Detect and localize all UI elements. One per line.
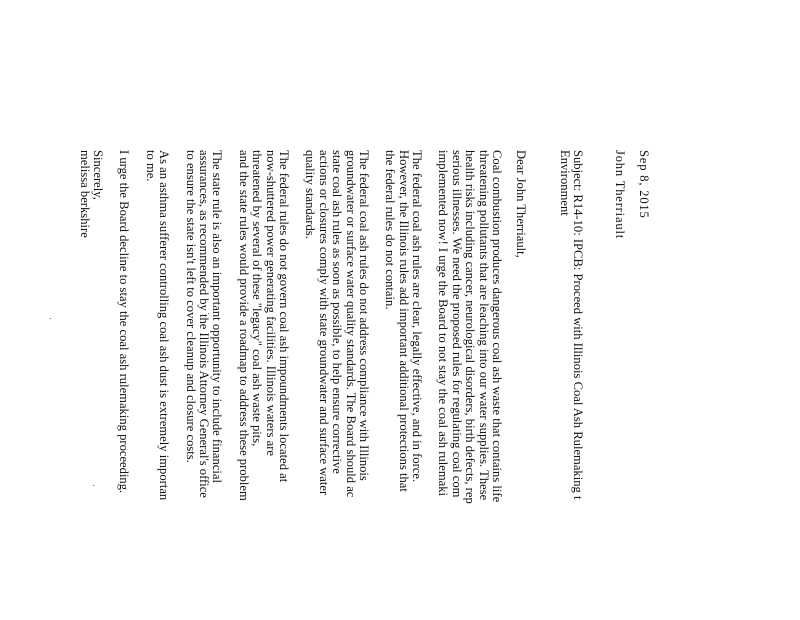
paragraph-line: actions or closures comply with state groundwater and surface water — [316, 150, 331, 496]
paragraph-line: The state rule is also an important opportunity to include financial — [210, 150, 225, 483]
paragraph-line: to ensure the state isn't left to cover cleanup and closure costs. — [183, 150, 198, 463]
paragraph — [436, 150, 503, 620]
paragraph — [383, 150, 423, 620]
paragraph-line: assurances, as recommended by the Illinois Attorney General's office — [197, 150, 212, 498]
paragraph-line: health risks including cancer, neurological disorders, birth defects, rep — [463, 150, 478, 504]
paragraph — [183, 150, 223, 620]
paragraph-line: and the state rules would provide a roadmap to address these problem — [236, 150, 251, 501]
paragraph — [143, 150, 170, 620]
paragraph-line: As an asthma sufferer controlling coal ash dust is extremely importan — [157, 150, 172, 501]
paragraph-line: state coal ash rules as soon as possible, to help ensure corrective — [330, 150, 345, 474]
recipient-name: John Therriault — [612, 150, 627, 240]
subject-line: Subject: R14-10: IPCB: Proceed with Illinois Coal Ash Rulemaking t — [571, 150, 586, 500]
paragraph — [117, 150, 130, 620]
subject-line: Environment — [557, 150, 572, 216]
paragraph-line: implemented now! I urge the Board to not stay the coal ash rulemaki — [436, 150, 451, 497]
paragraph — [303, 150, 370, 620]
paragraph-line: The federal coal ash rules are clear, legally effective, and in force. — [410, 150, 425, 483]
sign-off — [77, 150, 104, 620]
signature: melissa berkshire — [77, 150, 92, 238]
paragraph-line: groundwater or surface water quality standards. The Board should ac — [343, 150, 358, 498]
paragraph-line: threatened by several of these "legacy" coal ash waste pits, — [250, 150, 265, 447]
subject-block — [557, 150, 584, 620]
salutation: Dear John Therriault, — [514, 150, 529, 258]
paragraph-line: quality standards. — [303, 150, 318, 239]
letter-body — [77, 150, 650, 620]
paragraph — [236, 150, 290, 620]
paragraph-line: However, the Illinois rules add important additional protections that — [396, 150, 411, 492]
closing: Sincerely, — [91, 150, 106, 200]
paragraph-line: serious illnesses. We need the proposed rules for regulating coal com — [449, 150, 464, 498]
paragraph-line: The federal coal ash rules do not address compliance with Illinois — [356, 150, 371, 481]
paragraph-line: I urge the Board decline to stay the coal ash rulemaking proceeding. — [117, 150, 132, 494]
paragraph-line: now-shuttered power generating facilities. Illinois waters are — [263, 150, 278, 456]
paragraph-line: threatening pollutants that are leaching into our water supplies. These — [476, 150, 491, 501]
paragraph-line: Coal combustion produces dangerous coal ash waste that contains life — [490, 150, 505, 503]
letter-date: Sep 8, 2015 — [637, 150, 651, 219]
paragraph-line: to me. — [143, 150, 158, 182]
letter-paragraphs — [104, 150, 503, 620]
paragraph-line: The federal rules do not govern coal ash impoundments located at — [276, 150, 291, 483]
paragraph-line: the federal rules do not contain. — [383, 150, 398, 310]
